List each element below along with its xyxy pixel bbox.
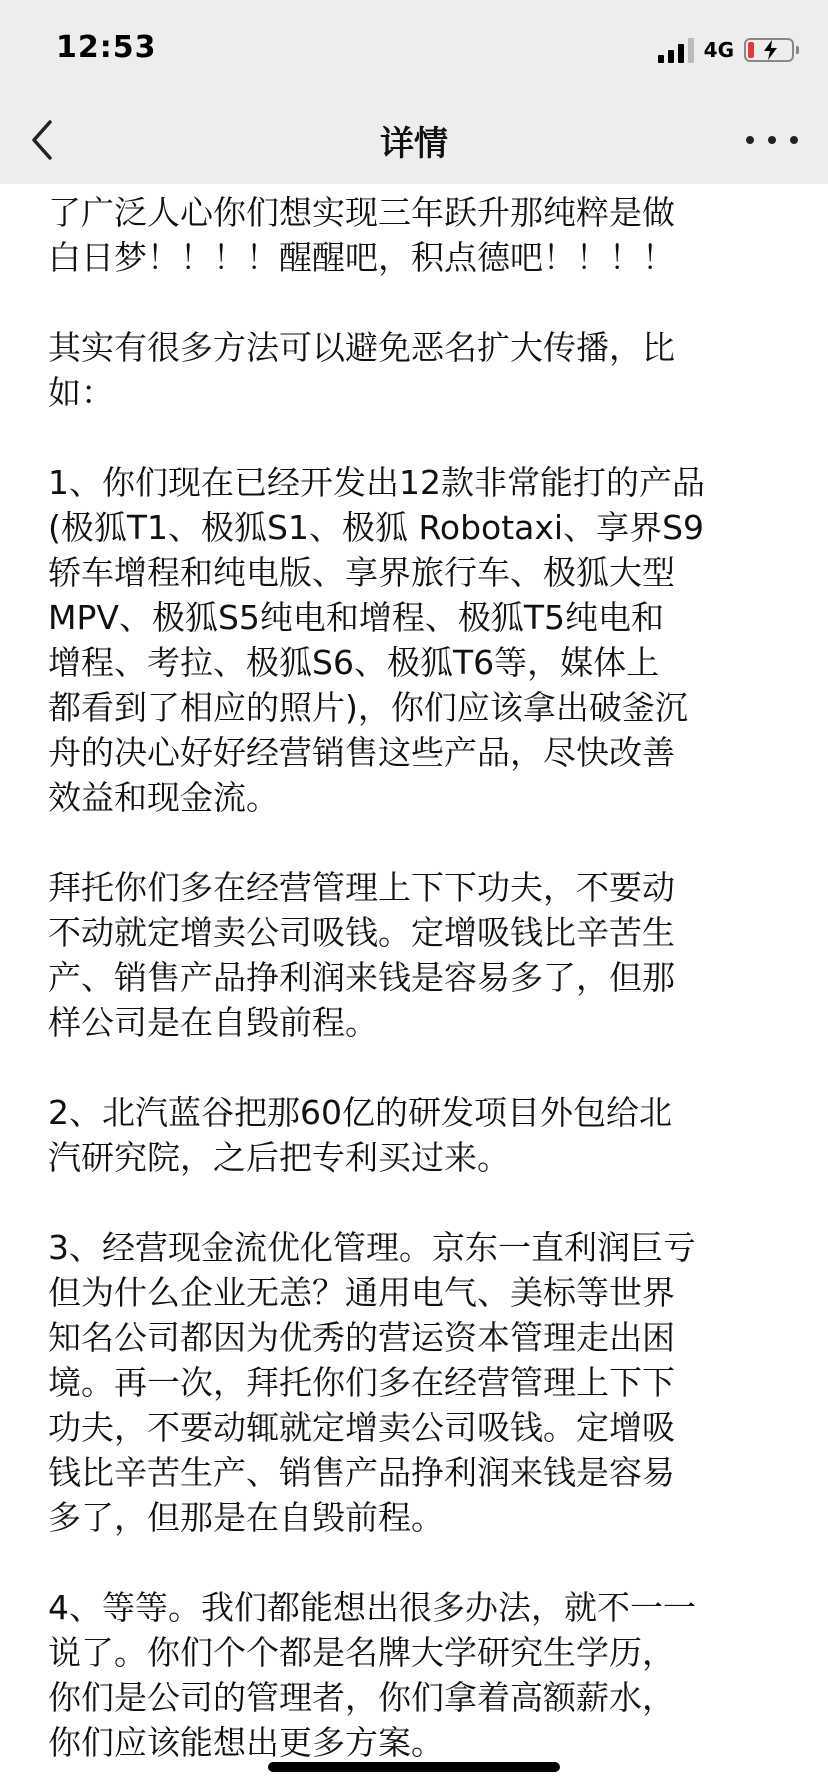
network-type: 4G <box>703 38 734 62</box>
top-bar <box>0 0 828 184</box>
charging-bolt-icon <box>762 40 780 60</box>
article-paragraph-4: 拜托你们多在经营管理上下下功夫，不要动 不动就定增卖公司吸钱。定增吸钱比辛苦生 产、销售产品挣利润来钱是容易多了，但那 样公司是在自毁前程。 <box>48 868 675 1042</box>
article-paragraph-6: 3、经营现金流优化管理。京东一直利润巨亏 但为什么企业无恙？通用电气、美标等世界 知名公司都因为优秀的营运资本管理走出困 境。再一次，拜托你们多在经营管理上下下 功夫，不要动辄就定增卖公司吸钱。定增吸 钱比辛苦生产、销售产品挣利润来钱是容易 多了，但那是在自毁前程。 <box>48 1228 696 1537</box>
status-time: 12:53 <box>56 30 157 65</box>
article-body <box>48 190 788 1765</box>
cellular-signal-icon <box>658 37 694 63</box>
more-button[interactable] <box>746 126 798 154</box>
battery-level <box>748 42 754 58</box>
article-paragraph-5: 2、北汽蓝谷把那60亿的研发项目外包给北 汽研究院，之后把专利买过来。 <box>48 1093 672 1177</box>
home-indicator[interactable] <box>268 1762 560 1772</box>
article-paragraph-3: 1、你们现在已经开发出12款非常能打的产品 (极狐T1、极狐S1、极狐 Robotaxi、享界S9 轿车增程和纯电版、享界旅行车、极狐大型 MPV、极狐S5纯电和增程、极狐T5纯电和 增程、考拉、极狐S6、极狐T6等，媒体上 都看到了相应的照片)，你们应该拿出破釜沉 舟的决心好好经营销售这些产品，尽快改善 效益和现金流。 <box>48 463 705 817</box>
battery-icon <box>744 38 794 62</box>
page-title: 详情 <box>380 124 448 164</box>
more-dots-icon <box>746 136 754 144</box>
article-paragraph-1: 了广泛人心你们想实现三年跃升那纯粹是做 白日梦！！！！醒醒吧，积点德吧！！！！ <box>48 193 675 277</box>
status-icons <box>658 32 794 68</box>
article-paragraph-7: 4、等等。我们都能想出很多办法，就不一一 说了。你们个个都是名牌大学研究生学历， 你们是公司的管理者，你们拿着高额薪水， 你们应该能想出更多方案。 <box>48 1588 696 1762</box>
article-paragraph-2: 其实有很多方法可以避免恶名扩大传播，比 如： <box>48 328 675 412</box>
